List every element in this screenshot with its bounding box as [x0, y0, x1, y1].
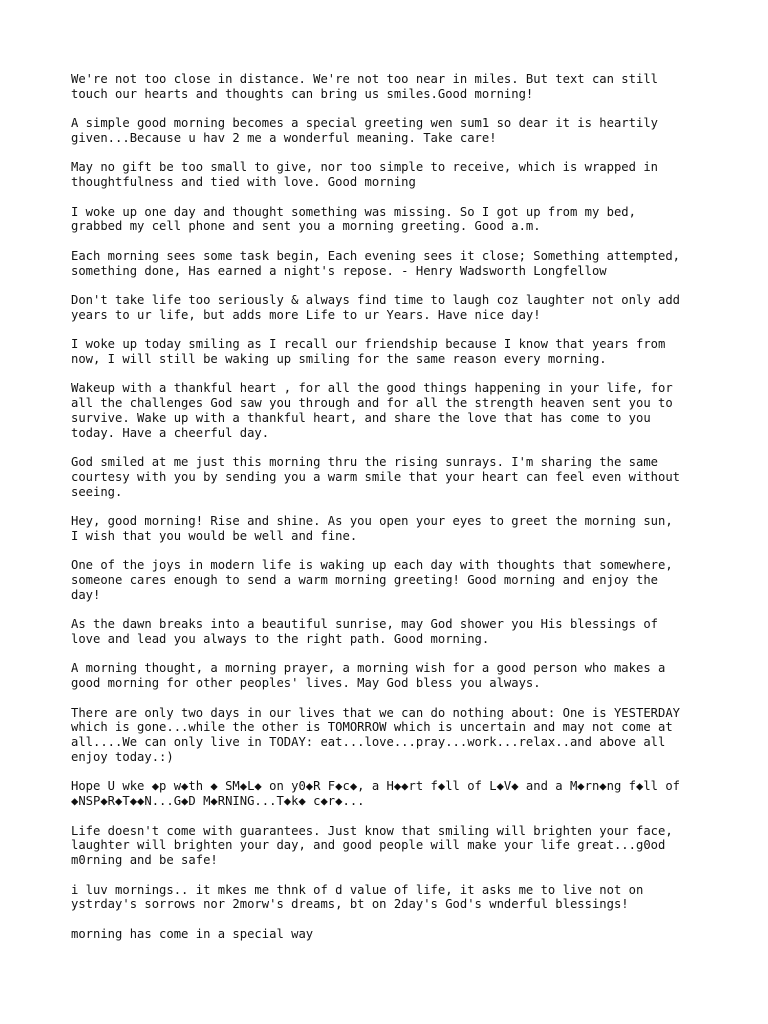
- paragraph-11: One of the joys in modern life is waking up each day with thoughts that somewhere, someone cares enough to send a warm morning greeting! Good morning and enjoy the day!: [71, 558, 673, 602]
- paragraph-18: morning has come in a special way: [71, 926, 314, 941]
- paragraph-4: I woke up one day and thought something was missing. So I got up from my bed, grabbed my cell phone and sent you a morning greeting. Good a.m.: [71, 204, 636, 234]
- paragraph-10: Hey, good morning! Rise and shine. As you open your eyes to greet the morning sun, I wish that you would be well and fine.: [71, 514, 673, 543]
- paragraph-13: A morning thought, a morning prayer, a morning wish for a good person who makes a good morning for other peoples' lives. May God bless you always.: [71, 661, 666, 691]
- paragraph-3: May no gift be too small to give, nor too simple to receive, which is wrapped in thoughtfulness and tied with love. Good morning: [71, 160, 658, 190]
- paragraph-15: Hope U wke ◆p w◆th ◆ SM◆L◆ on y0◆R F◆c◆, a H◆◆rt f◆ll of L◆V◆ and a M◆rn◆ng f◆ll of ◆NSP◆R◆T◆◆N...G◆D M◆RNING...T◆k◆ c◆r◆...: [71, 779, 681, 809]
- paragraph-8: Wakeup with a thankful heart , for all the good things happening in your life, for all the challenges God saw you through and for all the strength heaven sent you to survive. Wake up with a thankful heart, and share the love that has come to you today. Have a cheerful day.: [71, 381, 673, 440]
- paragraph-6: Don't take life too seriously & always find time to laugh coz laughter not only add years to ur life, but adds more Life to ur Years. Have nice day!: [71, 292, 681, 322]
- paragraph-1: We're not too close in distance. We're not too near in miles. But text can still touch our hearts and thoughts can bring us smiles.Good morning!: [71, 72, 658, 101]
- paragraph-2: A simple good morning becomes a special greeting wen sum1 so dear it is heartily given...Because u hav 2 me a wonderful meaning. Take care!: [71, 116, 658, 145]
- paragraph-17: i luv mornings.. it mkes me thnk of d value of life, it asks me to live not on ystrday's sorrows nor 2morw's dreams, bt on 2day's God's wnderful blessings!: [71, 882, 644, 912]
- document-page: [71, 72, 731, 956]
- paragraph-12: As the dawn breaks into a beautiful sunrise, may God shower you His blessings of love and lead you always to the right path. Good morning.: [71, 617, 658, 647]
- paragraph-14: There are only two days in our lives that we can do nothing about: One is YESTERDAY which is gone...while the other is TOMORROW which is uncertain and may not come at all....We can only live in TODAY: eat...love...pray...work...relax..and above all enjoy today.:): [71, 705, 681, 765]
- paragraph-7: I woke up today smiling as I recall our friendship because I know that years from now, I will still be waking up smiling for the same reason every morning.: [71, 337, 666, 366]
- paragraph-5: Each morning sees some task begin, Each evening sees it close; Something attempted, something done, Has earned a night's repose. - Henry Wadsworth Longfellow: [71, 248, 681, 278]
- paragraph-9: God smiled at me just this morning thru the rising sunrays. I'm sharing the same courtesy with you by sending you a warm smile that your heart can feel even without seeing.: [71, 455, 681, 499]
- paragraph-16: Life doesn't come with guarantees. Just know that smiling will brighten your face, laughter will brighten your day, and good people will make your life great...g0od m0rning and be safe!: [71, 823, 673, 868]
